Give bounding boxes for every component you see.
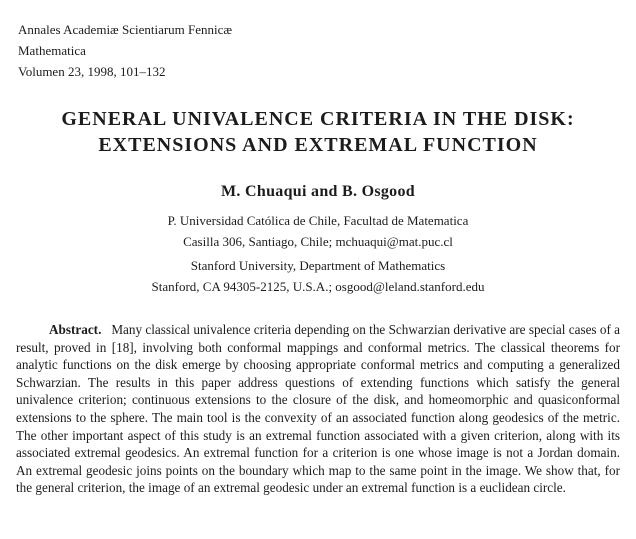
paper-title-line2: EXTENSIONS AND EXTREMAL FUNCTION <box>98 134 538 156</box>
journal-name: Annales Academiæ Scientiarum Fennicæ <box>18 22 233 37</box>
affiliations <box>0 210 636 297</box>
paper-title-line1: GENERAL UNIVALENCE CRITERIA IN THE DISK: <box>61 108 575 130</box>
abstract-label: Abstract. <box>49 322 102 337</box>
affiliation-address-1: Casilla 306, Santiago, Chile; mchuaqui@mat.puc.cl <box>183 234 453 249</box>
affiliation-institution-1: P. Universidad Católica de Chile, Facultad de Matematica <box>167 213 469 228</box>
affiliation-address-2: Stanford, CA 94305-2125, U.S.A.; osgood@leland.stanford.edu <box>151 279 485 294</box>
paper-title <box>0 106 636 158</box>
authors: M. Chuaqui and B. Osgood <box>221 183 415 200</box>
abstract-text: Many classical univalence criteria depending on the Schwarzian derivative are special cases of a result, proved in [18], involving both conformal mappings and conformal metrics. The classical theorems for analytic functions on the disk emerge by choosing appropriate conformal metrics and computing a generalized Schwarzian. The results in this paper address questions of extending functions which satisfy the general univalence criterion; continuous extensions to the closure of the disk, and homeomorphic and quasiconformal extensions to the sphere. The main tool is the convexity of an associated function along geodesics of the metric. The other important aspect of this study is an extremal function associated with a given criterion, along with its associated extremal geodesics. An extremal function for a criterion is one whose image is not a Jordan domain. An extremal geodesic joins points on the boundary which map to the same point in the image. We show that, for the general criterion, the image of an extremal geodesic under an extremal function is a euclidean circle. <box>16 322 621 496</box>
affiliation-institution-2: Stanford University, Department of Mathematics <box>190 258 446 273</box>
journal-header <box>18 19 232 82</box>
abstract <box>16 321 620 497</box>
journal-series: Mathematica <box>18 43 86 58</box>
journal-volume: Volumen 23, 1998, 101–132 <box>18 64 166 79</box>
